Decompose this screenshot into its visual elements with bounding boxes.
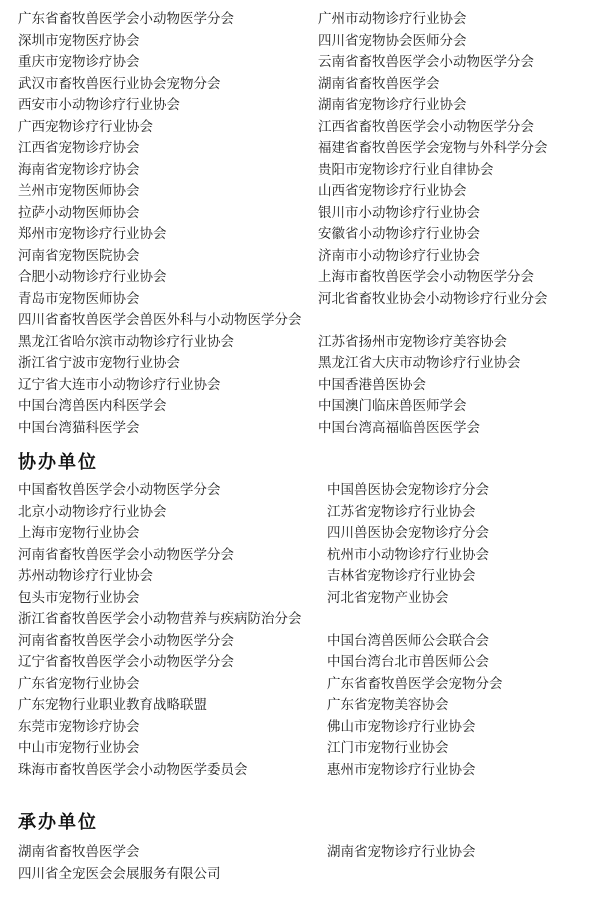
support-org-row — [0, 9, 600, 30]
support-org-row — [0, 353, 600, 374]
organization-name-left: 中山市宠物行业协会 — [18, 740, 140, 756]
organization-name-left: 浙江省宁波市宠物行业协会 — [18, 355, 180, 371]
organization-name-left: 苏州动物诊疗行业协会 — [18, 568, 153, 584]
organization-name-left: 河南省畜牧兽医学会小动物医学分会 — [18, 632, 234, 649]
organization-name-right: 中国台湾兽医师公会联合会 — [327, 632, 489, 649]
support-org-row — [0, 224, 600, 245]
organization-name-left: 东莞市宠物诊疗协会 — [18, 718, 140, 735]
organization-name-left: 浙江省畜牧兽医学会小动物营养与疾病防治分会 — [18, 611, 302, 627]
organization-name-left: 四川省畜牧兽医学会兽医外科与小动物医学分会 — [18, 312, 302, 328]
co-org-row — [0, 545, 600, 566]
co-org-row — [0, 523, 600, 544]
organization-name-right: 安徽省小动物诊疗行业协会 — [318, 226, 480, 242]
support-org-row — [0, 203, 600, 224]
co-org-row — [0, 588, 600, 609]
co-org-row — [0, 480, 600, 501]
co-org-row — [0, 717, 600, 738]
support-org-row — [0, 181, 600, 202]
organization-name-right: 中国香港兽医协会 — [318, 376, 426, 393]
organization-name-right: 济南市小动物诊疗行业协会 — [318, 247, 480, 264]
organization-name-right: 江门市宠物行业协会 — [327, 740, 449, 756]
host-org-row — [0, 864, 600, 885]
organization-name-left: 广东省宠物行业协会 — [18, 675, 140, 692]
organization-name-left: 四川省全宠医会会展服务有限公司 — [18, 865, 221, 882]
organization-name-right: 上海市畜牧兽医学会小动物医学分会 — [318, 269, 534, 285]
organization-name-right: 广东省畜牧兽医学会宠物分会 — [327, 675, 503, 692]
organization-name-left: 江西省宠物诊疗协会 — [18, 140, 140, 156]
co-org-row — [0, 566, 600, 587]
organization-name-right: 吉林省宠物诊疗行业协会 — [327, 568, 476, 584]
organization-name-left: 合肥小动物诊疗行业协会 — [18, 269, 167, 285]
organization-name-right: 广东省宠物美容协会 — [327, 697, 449, 713]
organization-name-left: 兰州市宠物医师协会 — [18, 183, 140, 199]
host-org-row — [0, 842, 600, 863]
organization-name-left: 广东省畜牧兽医学会小动物医学分会 — [18, 11, 234, 27]
organization-name-right: 湖南省宠物诊疗行业协会 — [318, 97, 467, 113]
organization-name-left: 西安市小动物诊疗行业协会 — [18, 97, 180, 113]
support-org-row — [0, 375, 600, 396]
organization-name-right: 河北省畜牧业协会小动物诊疗行业分会 — [318, 290, 548, 307]
support-org-row — [0, 95, 600, 116]
organization-name-left: 包头市宠物行业协会 — [18, 589, 140, 606]
support-org-row — [0, 246, 600, 267]
organization-name-right: 山西省宠物诊疗行业协会 — [318, 183, 467, 199]
co-org-row — [0, 631, 600, 652]
organization-name-right: 贵阳市宠物诊疗行业自律协会 — [318, 161, 494, 178]
support-org-row — [0, 267, 600, 288]
support-org-row — [0, 310, 600, 331]
organization-name-left: 广东宠物行业职业教育战略联盟 — [18, 697, 207, 713]
organization-name-right: 四川省宠物协会医师分会 — [318, 32, 467, 49]
organization-name-right: 惠州市宠物诊疗行业协会 — [327, 761, 476, 778]
support-org-row — [0, 396, 600, 417]
organization-name-left: 海南省宠物诊疗协会 — [18, 161, 140, 178]
organization-name-left: 拉萨小动物医师协会 — [18, 204, 140, 221]
support-org-row — [0, 117, 600, 138]
organization-name-left: 重庆市宠物诊疗协会 — [18, 54, 140, 70]
organization-name-left: 上海市宠物行业协会 — [18, 525, 140, 541]
organization-name-right: 河北省宠物产业协会 — [327, 589, 449, 606]
co-org-row — [0, 609, 600, 630]
organization-name-right: 江苏省宠物诊疗行业协会 — [327, 503, 476, 520]
support-org-row — [0, 31, 600, 52]
organization-name-right: 福建省畜牧兽医学会宠物与外科学分会 — [318, 140, 548, 156]
organization-name-right: 中国台湾台北市兽医师公会 — [327, 654, 489, 670]
co-org-row — [0, 502, 600, 523]
organization-name-right: 广州市动物诊疗行业协会 — [318, 11, 467, 27]
organization-name-left: 辽宁省大连市小动物诊疗行业协会 — [18, 376, 221, 393]
organization-name-left: 武汉市畜牧兽医行业协会宠物分会 — [18, 75, 221, 92]
organization-name-left: 河南省畜牧兽医学会小动物医学分会 — [18, 546, 234, 563]
organization-name-left: 珠海市畜牧兽医学会小动物医学委员会 — [18, 761, 248, 778]
organization-name-right: 云南省畜牧兽医学会小动物医学分会 — [318, 54, 534, 70]
organization-name-right: 江西省畜牧兽医学会小动物医学分会 — [318, 118, 534, 135]
organization-name-right: 湖南省宠物诊疗行业协会 — [327, 844, 476, 860]
organization-name-left: 深圳市宠物医疗协会 — [18, 32, 140, 49]
co-org-row — [0, 760, 600, 781]
organization-name-left: 黑龙江省哈尔滨市动物诊疗行业协会 — [18, 333, 234, 350]
organization-name-left: 中国台湾兽医内科医学会 — [18, 398, 167, 414]
organization-name-left: 广西宠物诊疗行业协会 — [18, 118, 153, 135]
organization-name-left: 湖南省畜牧兽医学会 — [18, 844, 140, 860]
organization-name-right: 黑龙江省大庆市动物诊疗行业协会 — [318, 355, 521, 371]
support-org-row — [0, 418, 600, 439]
support-org-row — [0, 289, 600, 310]
support-org-row — [0, 52, 600, 73]
organization-name-right: 湖南省畜牧兽医学会 — [318, 75, 440, 92]
organization-name-left: 青岛市宠物医师协会 — [18, 290, 140, 307]
organization-name-right: 中国兽医协会宠物诊疗分会 — [327, 482, 489, 498]
organization-name-left: 辽宁省畜牧兽医学会小动物医学分会 — [18, 654, 234, 670]
organization-name-right: 江苏省扬州市宠物诊疗美容协会 — [318, 333, 507, 350]
support-org-row — [0, 138, 600, 159]
organization-name-right: 中国澳门临床兽医师学会 — [318, 398, 467, 414]
organization-name-right: 中国台湾高福临兽医医学会 — [318, 419, 480, 436]
hosts-heading: 承办单位 — [18, 812, 98, 833]
organization-name-left: 中国台湾猫科医学会 — [18, 419, 140, 436]
organization-name-left: 北京小动物诊疗行业协会 — [18, 503, 167, 520]
organization-name-left: 河南省宠物医院协会 — [18, 247, 140, 264]
organization-name-left: 郑州市宠物诊疗行业协会 — [18, 226, 167, 242]
organization-name-right: 杭州市小动物诊疗行业协会 — [327, 546, 489, 563]
support-org-row — [0, 160, 600, 181]
support-org-row — [0, 332, 600, 353]
co-org-row — [0, 652, 600, 673]
co-org-row — [0, 738, 600, 759]
co-org-row — [0, 695, 600, 716]
support-org-row — [0, 74, 600, 95]
co-org-row — [0, 674, 600, 695]
organization-name-right: 四川兽医协会宠物诊疗分会 — [327, 525, 489, 541]
co-organizers-heading: 协办单位 — [18, 452, 98, 473]
organization-name-left: 中国畜牧兽医学会小动物医学分会 — [18, 482, 221, 498]
organization-name-right: 银川市小动物诊疗行业协会 — [318, 204, 480, 221]
organization-name-right: 佛山市宠物诊疗行业协会 — [327, 718, 476, 735]
